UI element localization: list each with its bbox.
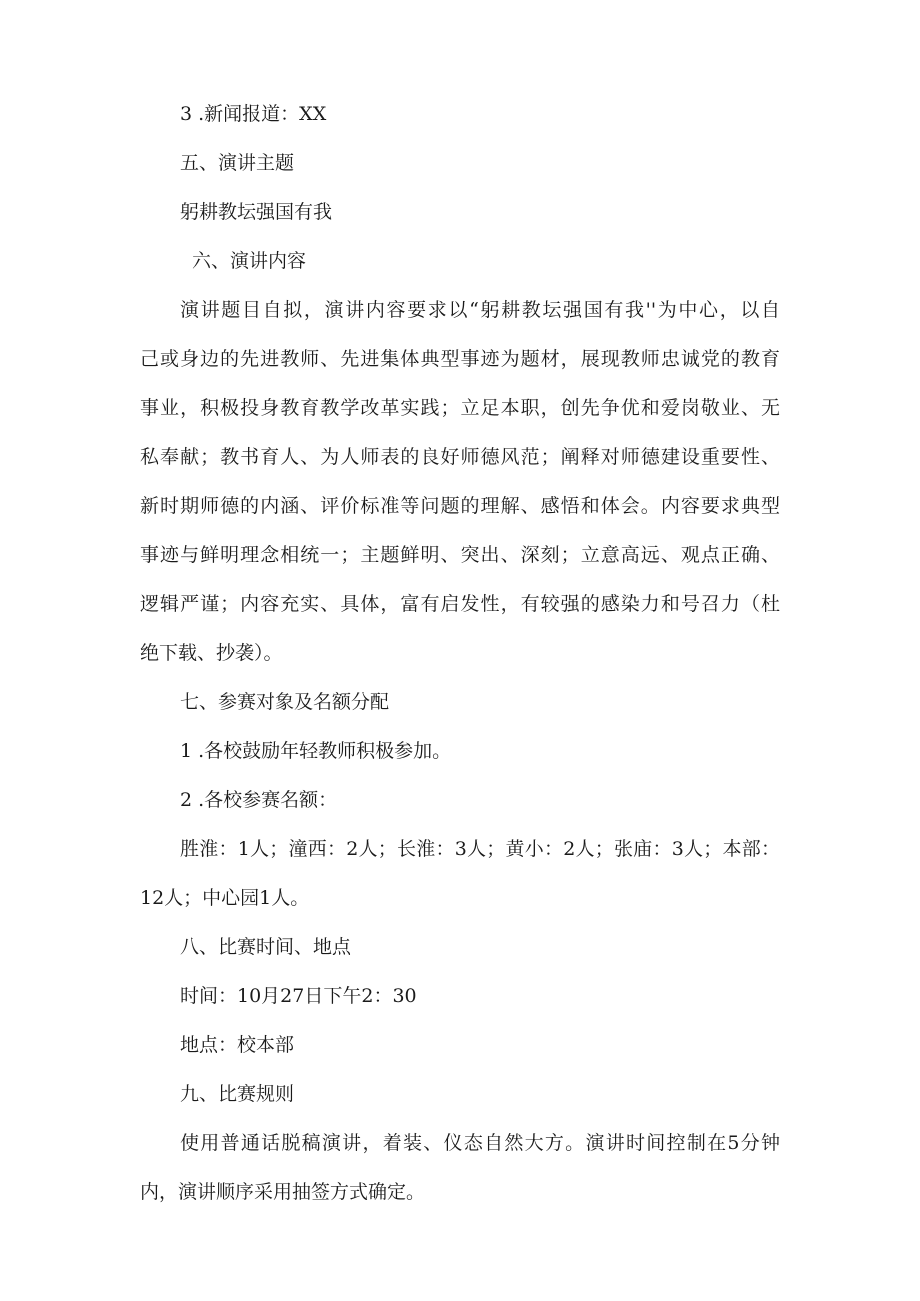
content-paragraph-line-3: 事业，积极投身教育教学改革实践；立足本职，创先争优和爱岗敬业、无 [140, 397, 780, 419]
quota-line-2: 12人；中心园1人。 [140, 887, 310, 909]
item-news-report: 3 .新闻报道：XX [180, 103, 327, 125]
rules-line-2: 内，演讲顺序采用抽签方式确定。 [140, 1181, 426, 1203]
event-time: 时间：10月27日下午2：30 [180, 985, 417, 1007]
content-paragraph-line-4: 私奉献；教书育人、为人师表的良好师德风范；阐释对师德建设重要性、 [140, 446, 780, 468]
content-paragraph-line-2: 己或身边的先进教师、先进集体典型事迹为题材，展现教师忠诚党的教育 [140, 348, 780, 370]
event-place: 地点：校本部 [180, 1034, 295, 1056]
heading-participants: 七、参赛对象及名额分配 [180, 691, 390, 713]
participants-item-1: 1 .各校鼓励年轻教师积极参加。 [180, 740, 452, 762]
speech-theme-text: 躬耕教坛强国有我 [180, 201, 333, 223]
heading-time-place: 八、比赛时间、地点 [180, 936, 352, 958]
content-paragraph-line-8: 绝下载、抄袭）。 [140, 642, 283, 664]
heading-rules: 九、比赛规则 [180, 1083, 295, 1105]
participants-item-2: 2 .各校参赛名额： [180, 789, 338, 811]
content-paragraph-line-7: 逻辑严谨；内容充实、具体，富有启发性，有较强的感染力和号召力（杜 [140, 593, 780, 615]
content-paragraph-line-1: 演讲题目自拟，演讲内容要求以“躬耕教坛强国有我''为中心，以自 [180, 299, 780, 321]
rules-line-1: 使用普通话脱稿演讲，着装、仪态自然大方。演讲时间控制在5分钟 [180, 1132, 780, 1154]
heading-speech-theme: 五、演讲主题 [180, 152, 295, 174]
quota-line-1: 胜淮：1人；潼西：2人；长淮：3人；黄小：2人；张庙：3人；本部： [180, 838, 780, 860]
content-paragraph-line-5: 新时期师德的内涵、评价标准等问题的理解、感悟和体会。内容要求典型 [140, 495, 780, 517]
heading-speech-content: 六、演讲内容 [192, 250, 307, 272]
content-paragraph-line-6: 事迹与鲜明理念相统一；主题鲜明、突出、深刻；立意高远、观点正确、 [140, 544, 780, 566]
